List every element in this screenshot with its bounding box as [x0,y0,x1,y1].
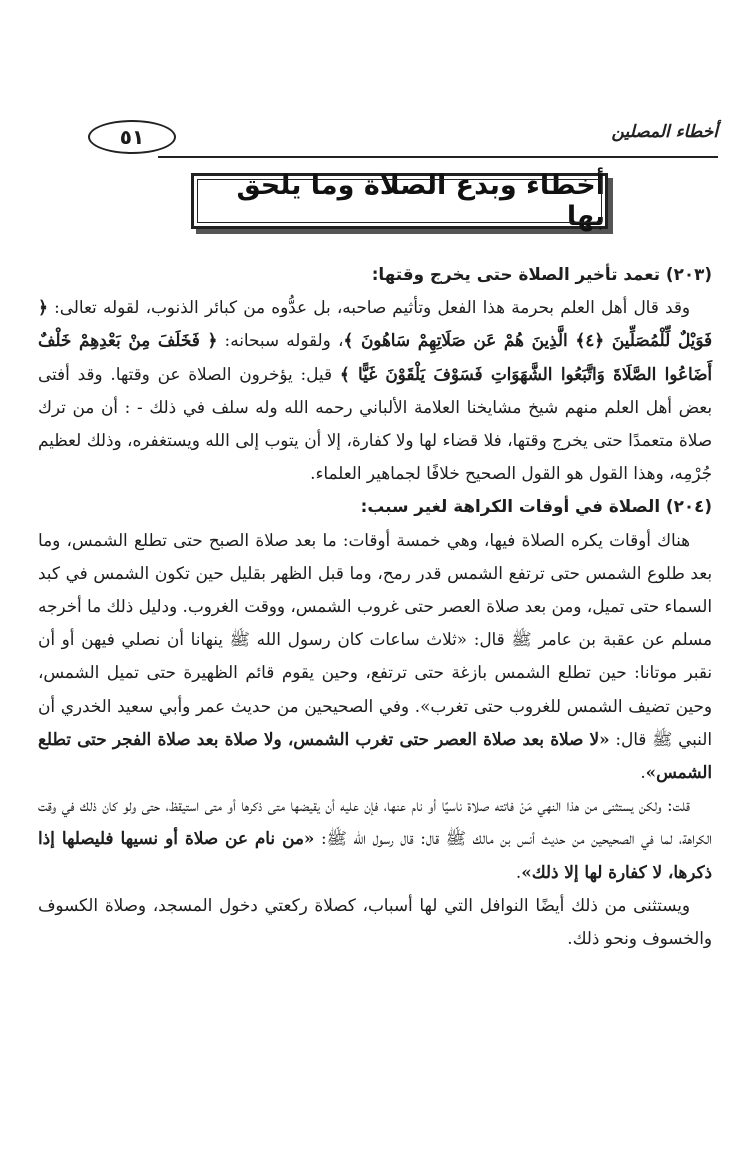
chapter-title: أخطاء وبدع الصلاة وما يلحق بها [236,170,605,232]
quran-verse: ﴿ فَخَلَفَ مِنْ بَعْدِهِمْ خَلْفٌ أَضَاعُوا الصَّلَاةَ وَاتَّبَعُوا الشَّهَوَاتِ فَسَوْفَ يَلْقَوْنَ غَيًّا ﴾ [38,330,712,384]
body-text [38,258,712,955]
text-run: . [640,762,646,783]
hadith-text: «لا صلاة بعد صلاة العصر حتى تغرب الشمس، ولا صلاة بعد صلاة الفجر حتى تطلع الشمس» [38,728,712,783]
quran-verse: ﴿ فَوَيْلٌ لِّلْمُصَلِّينَ ﴿٤﴾ الَّذِينَ هُمْ عَن صَلَاتِهِمْ سَاهُونَ ﴾ [38,297,713,351]
text-run: قلت: ولكن يستثنى من هذا النهي مَنْ فاتته صلاة ناسيًا أو نام عنها، فإن عليه أن يقيضها متى ذكرها أو متى استيقظ، حتى ولو كان ذلك في وقت الكراهة، لما في الصحيحين من حديث أنس بن مالك ﷺ قال: قال رسول الله ﷺ: [38,795,712,849]
paragraph-203-1 [38,291,712,490]
running-header [88,118,718,168]
text-run: . [515,861,522,882]
text-run: وقد قال أهل العلم بحرمة هذا الفعل وتأثيم صاحبه، بل عدُّوه من كبائر الذنوب، لقوله تعالى: [47,297,690,318]
text-run: هناك أوقات يكره الصلاة فيها، وهي خمسة أوقات: ما بعد صلاة الصبح حتى تطلع الشمس، وما بعد طلوع الشمس حتى ترتفع الشمس قدر رمح، وما قبل الظهر بقليل حين تكون الشمس في كبد السماء حتى تميل، ومن بعد صلاة العصر حتى غروب الشمس، ووقت الغروب. ودليل ذلك ما أخرجه مسلم عن عقبة بن عامر ﷺ قال: «ثلاث ساعات كان رسول الله ﷺ ينهانا أن نصلي فيهن أو أن نقبر موتانا: حين تطلع الشمس بازغة حتى ترتفع، وحين يقوم قائم الظهيرة حتى تميل الشمس، وحين تضيف الشمس للغروب حتى تغرب». وفي الصحيحين من حديث عمر وأبي سعيد الخدري أن النبي ﷺ قال: [38,529,712,749]
book-title: أخطاء المصلين [611,122,718,142]
paragraph-204-3: ويستثنى من ذلك أيضًا النوافل التي لها أسباب، كصلاة ركعتي دخول المسجد، وصلاة الكسوف والخسوف ونحو ذلك. [38,894,712,949]
text-run: قيل: يؤخرون الصلاة عن وقتها. وقد أفتى بعض أهل العلم منهم شيخ مشايخنا العلامة الألباني رحمه الله وله سلف في ذلك - : أن من ترك صلاة متعمدًا حتى يخرج وقتها، فلا قضاء لها ولا كفارة، إلا أن يتوب إلى الله ويستغفره، وذلك لعظيم جُرْمِه، وهذا القول هو القول الصحيح خلافًا لجماهير العلماء. [38,363,712,484]
hadith-text: «من نام عن صلاة أو نسيها فليصلها إذا ذكرها، لا كفارة لها إلا ذلك» [38,828,712,882]
text-run: ، ولقوله سبحانه: [217,330,344,351]
chapter-title-box [191,170,608,232]
paragraph-204-2 [38,789,712,889]
header-rule [158,156,718,158]
page-number: ٥١ [88,120,176,154]
paragraph-204-1 [38,524,712,790]
section-heading-203: (٢٠٣) تعمد تأخير الصلاة حتى يخرج وقتها: [371,264,712,284]
section-heading-204: (٢٠٤) الصلاة في أوقات الكراهة لغير سبب: [360,496,712,517]
